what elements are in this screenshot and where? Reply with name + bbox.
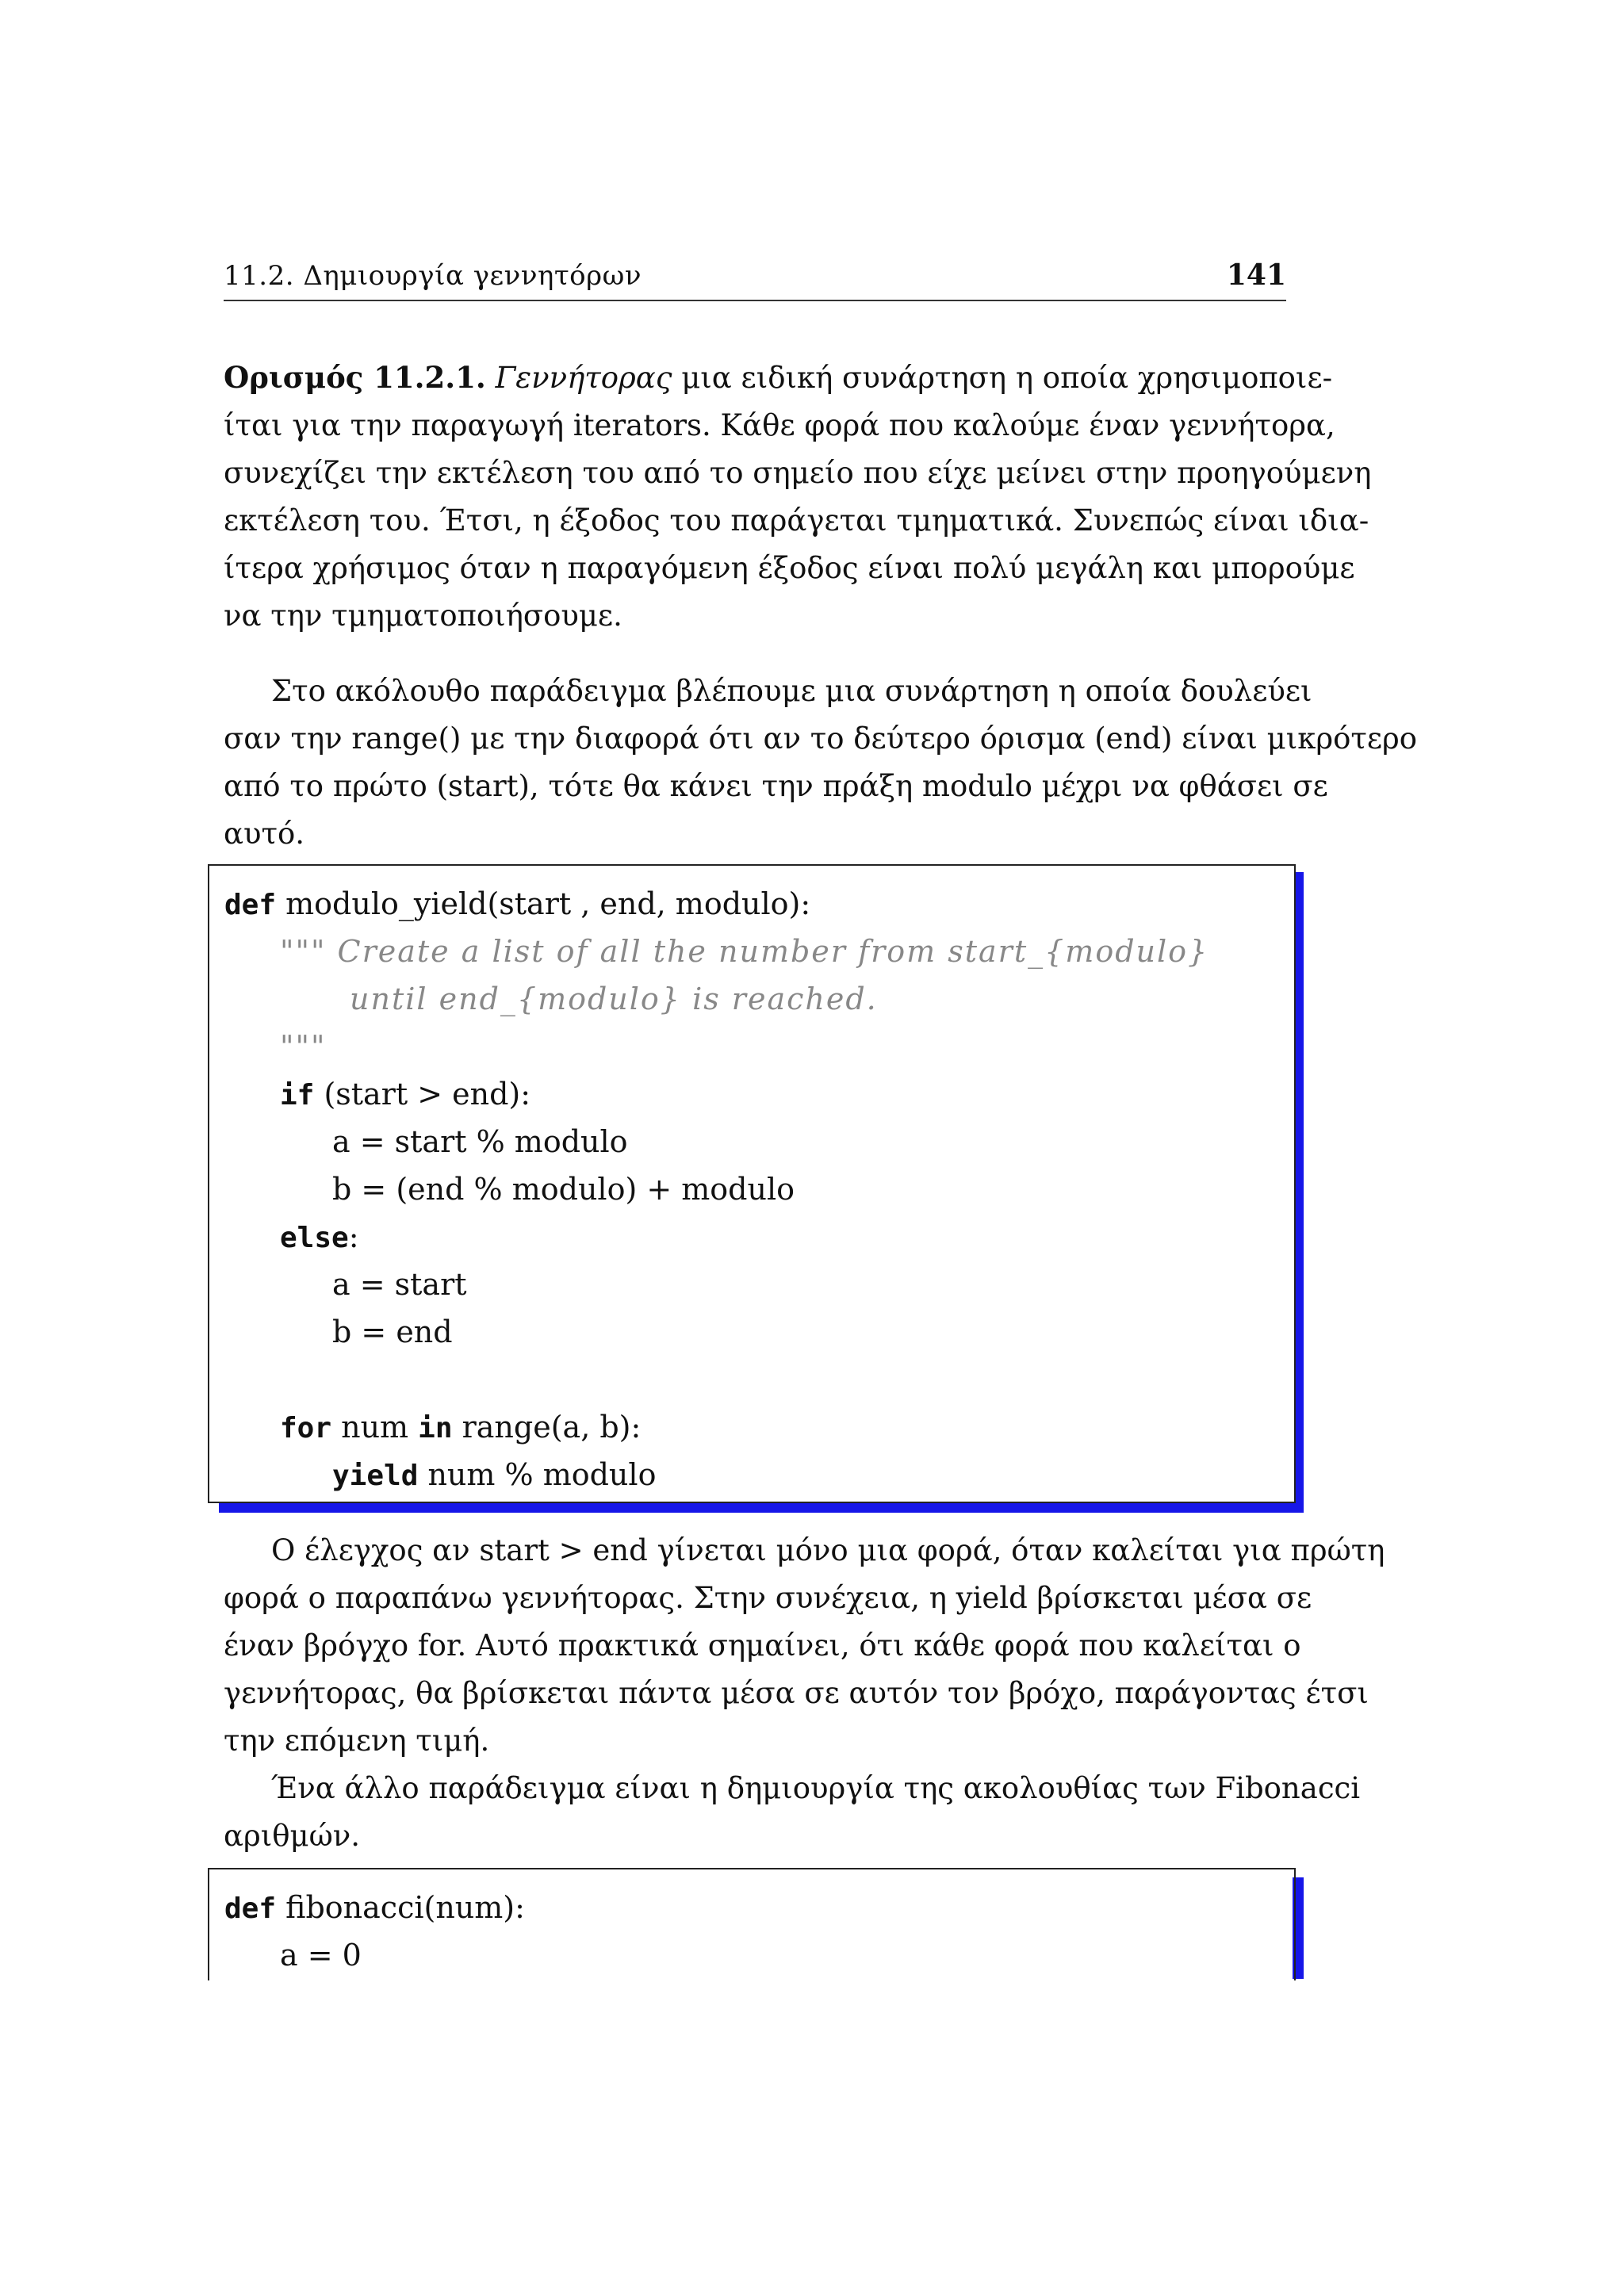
code-keyword: if: [280, 1079, 315, 1112]
intro-paragraph: [224, 668, 1418, 858]
definition-line: συνεχίζει την εκτέλεση του από το σημείο που είχε μείνει στην προηγούμενη: [224, 456, 1372, 490]
code-text: a = start % modulo: [332, 1124, 628, 1159]
explanation-line: φορά ο παραπάνω γεννήτορας. Στην συνέχεια, η yield βρίσκεται μέσα σε: [224, 1581, 1312, 1615]
code-keyword: else: [280, 1222, 349, 1254]
code-docstring: """: [280, 1029, 327, 1064]
code-listing-modulo-yield: [224, 880, 1208, 1498]
page-number: 141: [1226, 258, 1286, 292]
code-line: [224, 1403, 1208, 1451]
explanation-line: έναν βρόγχο for. Αυτό πρακτικά σημαίνει, ότι κάθε φορά που καλείται ο: [224, 1628, 1301, 1663]
code-line: [224, 1356, 1208, 1403]
fibonacci-intro-paragraph: [224, 1765, 1361, 1860]
running-header: [224, 255, 1286, 301]
definition-label: Ορισμός 11.2.1.: [224, 360, 486, 395]
code-line: [224, 1118, 1208, 1165]
code-line: [224, 1165, 1208, 1213]
definition-line: ίτερα χρήσιμος όταν η παραγόμενη έξοδος είναι πολύ μεγάλη και μπορούμε: [224, 551, 1355, 585]
code-keyword: in: [418, 1412, 453, 1445]
code-text: b = end: [332, 1314, 453, 1349]
code-line: [224, 1884, 525, 1931]
code-box-shadow-bottom: [219, 1502, 1304, 1513]
code-text: :: [348, 1219, 359, 1254]
code-line: [224, 1070, 1208, 1118]
code-keyword: for: [280, 1412, 332, 1445]
fibonacci-intro-line: αριθμών.: [224, 1819, 360, 1853]
code-line: [224, 1931, 525, 1979]
code-line: [224, 928, 1208, 975]
definition-line: ίται για την παραγωγή iterators. Κάθε φορά που καλούμε έναν γεννήτορα,: [224, 408, 1335, 442]
code-text: range(a, b):: [452, 1410, 642, 1445]
explanation-line: Ο έλεγχος αν start > end γίνεται μόνο μια φορά, όταν καλείται για πρώτη: [271, 1533, 1385, 1567]
definition-text: μια ειδική συνάρτηση η οποία χρησιμοποιε-: [672, 361, 1333, 395]
code-line: [224, 1451, 1208, 1498]
section-title: 11.2. Δημιουργία γεννητόρων: [224, 260, 642, 292]
code-keyword: def: [224, 889, 277, 921]
code-line: [224, 880, 1208, 928]
intro-line: αυτό.: [224, 817, 304, 851]
code-docstring: """ Create a list of all the number from start_{modulo}: [280, 934, 1209, 969]
definition-line: εκτέλεση του. Έτσι, η έξοδος του παράγεται τμηματικά. Συνεπώς είναι ιδια-: [224, 503, 1369, 538]
explanation-paragraph: [224, 1527, 1385, 1765]
code-text: num: [331, 1410, 419, 1445]
explanation-line: γεννήτορας, θα βρίσκεται πάντα μέσα σε αυτόν τον βρόχο, παράγοντας έτσι: [224, 1676, 1369, 1710]
code-text: a = 0: [280, 1938, 362, 1973]
code-line: [224, 1261, 1208, 1308]
code-line: [224, 1023, 1208, 1070]
code-line: [224, 975, 1208, 1023]
code-line: [224, 1213, 1208, 1261]
definition-line-1: [224, 354, 1333, 402]
definition-term: Γεννήτορας: [495, 361, 672, 395]
code-listing-fibonacci: [224, 1884, 525, 1979]
explanation-line: την επόμενη τιμή.: [224, 1724, 490, 1758]
intro-line: Στο ακόλουθο παράδειγμα βλέπουμε μια συνάρτηση η οποία δουλεύει: [271, 674, 1312, 708]
code-keyword: yield: [332, 1460, 419, 1492]
code-line: [224, 1308, 1208, 1356]
definition-line: να την τμηματοποιήσουμε.: [224, 599, 622, 633]
code-text: b = (end % modulo) + modulo: [332, 1172, 795, 1207]
code-text: modulo_yield(start , end, modulo):: [276, 886, 811, 921]
fibonacci-intro-line: Ένα άλλο παράδειγμα είναι η δημιουργία της ακολουθίας των Fibonacci: [271, 1771, 1361, 1805]
code-text: num % modulo: [418, 1457, 657, 1492]
code-text: fibonacci(num):: [276, 1890, 525, 1925]
code-text: a = start: [332, 1267, 467, 1302]
code-keyword: def: [224, 1892, 277, 1925]
code-docstring: until end_{modulo} is reached.: [350, 982, 878, 1016]
intro-line: από το πρώτο (start), τότε θα κάνει την πράξη modulo μέχρι να φθάσει σε: [224, 769, 1328, 803]
intro-line: σαν την range() με την διαφορά ότι αν το δεύτερο όρισμα (end) είναι μικρότερο: [224, 721, 1418, 756]
definition-paragraph: [224, 354, 1372, 640]
code-text: (start > end):: [314, 1077, 531, 1112]
